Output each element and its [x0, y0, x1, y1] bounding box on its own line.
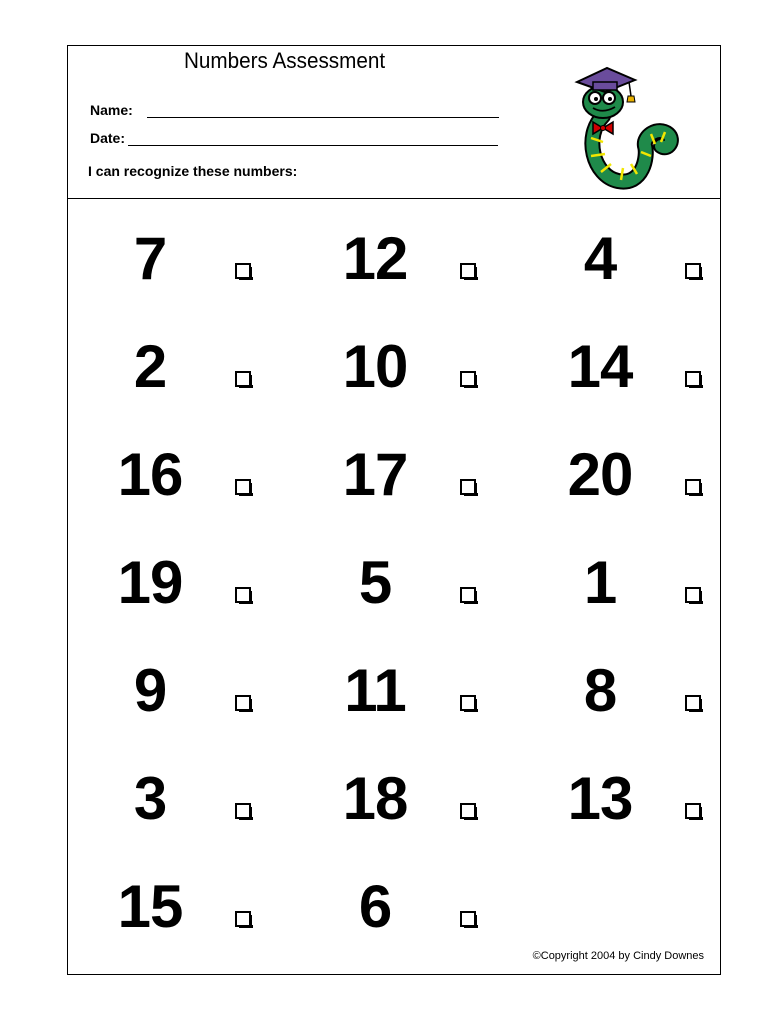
checkbox[interactable]	[685, 803, 701, 819]
number-item	[90, 765, 310, 869]
checkbox[interactable]	[235, 371, 251, 387]
number-item	[90, 657, 310, 761]
checkbox[interactable]	[460, 803, 476, 819]
copyright-text: ©Copyright 2004 by Cindy Downes	[532, 950, 704, 962]
checkbox[interactable]	[685, 695, 701, 711]
checkbox[interactable]	[235, 263, 251, 279]
assessment-sheet	[67, 45, 721, 975]
checkbox[interactable]	[685, 587, 701, 603]
number-item	[315, 441, 535, 545]
name-field	[90, 102, 133, 118]
number-item	[540, 765, 760, 869]
date-input-line[interactable]	[128, 145, 498, 146]
name-input-line[interactable]	[147, 117, 499, 118]
number-label: 12	[342, 225, 408, 292]
number-label: 4	[583, 225, 617, 292]
number-item	[315, 333, 535, 437]
number-item	[90, 873, 310, 977]
header-section	[68, 46, 720, 199]
number-label: 15	[117, 873, 183, 940]
checkbox[interactable]	[460, 911, 476, 927]
checkbox[interactable]	[235, 587, 251, 603]
number-item	[315, 765, 535, 869]
number-label: 11	[344, 657, 406, 724]
number-item	[315, 549, 535, 653]
number-label: 9	[133, 657, 167, 724]
number-item	[540, 657, 760, 761]
checkbox[interactable]	[685, 479, 701, 495]
checkbox[interactable]	[460, 695, 476, 711]
number-item	[540, 225, 760, 329]
number-label: 19	[117, 549, 183, 616]
number-label: 13	[567, 765, 633, 832]
number-item	[315, 657, 535, 761]
number-item	[540, 333, 760, 437]
number-item	[90, 441, 310, 545]
number-item	[315, 225, 535, 329]
number-label: 5	[358, 549, 392, 616]
page-title: Numbers Assessment	[184, 48, 386, 73]
number-label: 8	[583, 657, 617, 724]
number-label: 17	[342, 441, 408, 508]
number-label: 1	[583, 549, 617, 616]
checkbox[interactable]	[685, 263, 701, 279]
checkbox[interactable]	[460, 479, 476, 495]
number-label: 3	[133, 765, 167, 832]
number-item	[90, 333, 310, 437]
checkbox[interactable]	[235, 695, 251, 711]
date-field	[90, 130, 125, 146]
number-item	[90, 549, 310, 653]
number-label: 2	[133, 333, 167, 400]
checkbox[interactable]	[235, 803, 251, 819]
number-item	[90, 225, 310, 329]
number-label: 20	[567, 441, 633, 508]
number-label: 7	[133, 225, 167, 292]
checkbox[interactable]	[460, 587, 476, 603]
number-label: 14	[567, 333, 633, 400]
number-item	[540, 549, 760, 653]
number-label: 18	[342, 765, 408, 832]
number-label: 16	[117, 441, 183, 508]
instruction-text: I can recognize these numbers:	[88, 163, 298, 179]
bookworm-graduate-icon	[573, 56, 683, 191]
number-label: 10	[342, 333, 408, 400]
checkbox[interactable]	[460, 371, 476, 387]
checkbox[interactable]	[235, 479, 251, 495]
date-label: Date:	[90, 130, 126, 146]
name-label: Name:	[90, 102, 133, 118]
checkbox[interactable]	[235, 911, 251, 927]
checkbox[interactable]	[460, 263, 476, 279]
number-item	[315, 873, 535, 977]
checkbox[interactable]	[685, 371, 701, 387]
number-label: 6	[358, 873, 392, 940]
number-item	[540, 441, 760, 545]
